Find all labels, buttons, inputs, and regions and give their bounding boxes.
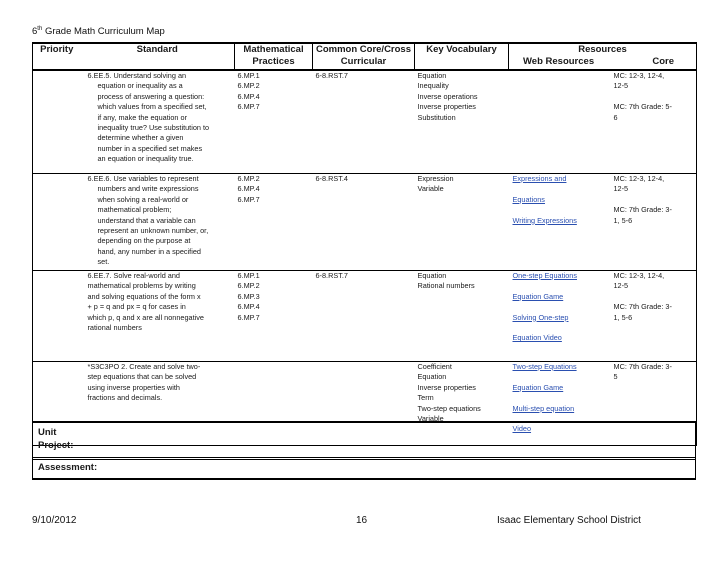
standard-line: using inverse properties with — [87, 382, 180, 392]
vocabulary-term: Expression — [417, 174, 454, 183]
core-reference: 1, 5-6 — [613, 215, 633, 225]
standard-line: set. — [97, 257, 110, 267]
standard-line: 6.EE.5. Understand solving an — [87, 71, 187, 80]
web-resource-link[interactable]: Expressions and — [512, 174, 567, 183]
vocabulary-term: Inverse properties — [417, 382, 476, 392]
web-resource-link[interactable]: Equation Game — [512, 291, 564, 301]
practice-code: 6.MP.2 — [237, 81, 260, 91]
web-resources-cell — [509, 70, 611, 174]
curriculum-table — [32, 42, 697, 446]
core-reference — [614, 92, 697, 102]
practice-code: 6.MP.4 — [237, 91, 260, 101]
practice-code: 6.MP.7 — [237, 194, 260, 204]
standard-line: which p, q and x are all nonnegative — [87, 312, 204, 322]
core-reference: MC: 12-3, 12-4, — [613, 71, 665, 80]
header-priority: Priority — [33, 43, 81, 70]
practices-cell — [235, 271, 313, 362]
practice-code: 6.MP.1 — [237, 271, 260, 280]
header-standard: Standard — [81, 43, 235, 70]
core-reference: 12-5 — [613, 281, 629, 291]
standard-line: hand, any number in a specified — [97, 246, 201, 256]
web-resource-link[interactable]: Solving One-step — [512, 312, 569, 322]
vocabulary-term: Equation — [417, 71, 447, 80]
practice-code: 6.MP.4 — [237, 302, 260, 312]
vocabulary-term: Coefficient — [417, 362, 452, 371]
practice-code: 6.MP.2 — [237, 174, 260, 183]
standard-line: *S3C3PO 2. Create and solve two- — [87, 362, 201, 371]
core-reference: MC: 7th Grade: 3- — [613, 205, 672, 215]
header-resources: Resources Web Resources Core — [509, 43, 697, 70]
standard-line: when solving a real-world or — [97, 194, 189, 204]
project-label: Project: — [38, 440, 74, 451]
core-reference — [614, 292, 697, 302]
common-core-cell — [313, 70, 415, 174]
standard-line: 6.EE.7. Solve real-world and — [87, 271, 180, 280]
unit-project-box — [32, 421, 696, 460]
core-cell — [611, 70, 697, 174]
practice-code: 6.MP.4 — [237, 184, 260, 194]
standard-line: + p = q and px = q for cases in — [87, 302, 186, 312]
footer-page-number: 16 — [356, 515, 368, 526]
page-title: 6th Grade Math Curriculum Map — [32, 26, 165, 38]
priority-cell — [33, 70, 81, 174]
assessment-box — [32, 457, 696, 480]
web-resources-cell — [509, 174, 611, 271]
vocabulary-term: Variable — [417, 184, 444, 194]
common-core-cell — [313, 174, 415, 271]
standard-line: mathematical problems by writing — [87, 281, 196, 291]
web-resource-link[interactable]: Two-step Equations — [512, 362, 577, 371]
vocabulary-term: Rational numbers — [417, 281, 475, 291]
practices-cell — [235, 174, 313, 271]
core-reference: 12-5 — [613, 184, 629, 194]
standard-line: mathematical problem; — [97, 205, 172, 215]
footer-district: Isaac Elementary School District — [497, 515, 641, 526]
vocabulary-term: Equation — [417, 372, 447, 382]
header-math-practices: Mathematical Practices — [235, 43, 313, 70]
standard-line: understand that a variable can — [97, 215, 196, 225]
practice-code: 6.MP.7 — [237, 312, 260, 322]
common-core-cell — [313, 271, 415, 362]
vocabulary-cell — [415, 174, 509, 271]
standard-line: determine whether a given — [97, 133, 184, 143]
standard-line: numbers and write expressions — [97, 184, 199, 194]
standard-line: an equation or inequality true. — [97, 154, 194, 164]
core-reference: MC: 12-3, 12-4, — [613, 271, 665, 280]
practice-code: 6.MP.1 — [237, 71, 260, 80]
core-reference: MC: 7th Grade: 3- — [613, 302, 672, 312]
table-row — [33, 271, 697, 362]
common-core-code: 6-8.RST.7 — [315, 71, 348, 80]
vocabulary-term: Inverse operations — [417, 91, 478, 101]
web-resource-link[interactable]: One-step Equations — [512, 271, 577, 280]
standard-line: number in a specified set makes — [97, 143, 203, 153]
practices-cell — [235, 70, 313, 174]
core-reference: 6 — [613, 112, 618, 122]
unit-label: Unit — [38, 427, 57, 438]
web-resource-link[interactable]: Multi-step equation — [512, 403, 575, 413]
standard-line: depending on the purpose at — [97, 236, 191, 246]
vocabulary-term: Equation — [417, 271, 447, 280]
web-resource-link[interactable]: Equation Video — [512, 333, 562, 343]
standard-line: represent an unknown number, or, — [97, 226, 209, 236]
standard-line: 6.EE.6. Use variables to represent — [87, 174, 199, 183]
header-row — [33, 43, 697, 70]
standard-line: equation or inequality as a — [97, 81, 183, 91]
header-core: Core — [652, 56, 675, 67]
footer-date: 9/10/2012 — [32, 515, 77, 526]
practice-code: 6.MP.3 — [237, 291, 260, 301]
core-reference — [614, 195, 697, 205]
header-common-core: Common Core/Cross Curricular — [313, 43, 415, 70]
header-web-resources: Web Resources — [523, 56, 595, 67]
core-cell — [611, 174, 697, 271]
standard-line: fractions and decimals. — [87, 393, 163, 403]
web-resource-link[interactable]: Equation Game — [512, 382, 564, 392]
standard-line: which values from a specified set, — [97, 102, 207, 112]
vocabulary-term: Variable — [417, 414, 444, 424]
standard-cell — [81, 174, 235, 271]
standard-line: rational numbers — [87, 323, 142, 333]
standard-line: process of answering a question: — [97, 91, 205, 101]
header-vocabulary: Key Vocabulary — [415, 43, 509, 70]
standard-line: inequality true? Use substitution to — [97, 123, 210, 133]
priority-cell — [33, 271, 81, 362]
core-reference: 1, 5-6 — [613, 312, 633, 322]
vocabulary-term: Term — [417, 393, 434, 403]
vocabulary-term: Substitution — [417, 112, 456, 122]
core-reference: 12-5 — [613, 81, 629, 91]
standard-line: step equations that can be solved — [87, 372, 197, 382]
standard-line: and solving equations of the form x — [87, 291, 201, 301]
practice-code: 6.MP.2 — [237, 281, 260, 291]
standard-cell — [81, 70, 235, 174]
core-reference: MC: 7th Grade: 3- — [613, 362, 672, 371]
assessment-label: Assessment: — [38, 462, 98, 473]
web-resource-link[interactable]: Writing Expressions — [512, 215, 577, 225]
table-row — [33, 174, 697, 271]
vocabulary-term: Inverse properties — [417, 102, 476, 112]
web-resource-link[interactable]: Equations — [512, 194, 545, 204]
web-resource-link[interactable]: Video — [512, 424, 532, 434]
core-reference: 5 — [613, 372, 618, 382]
core-reference: MC: 12-3, 12-4, — [613, 174, 665, 183]
common-core-code: 6-8.RST.4 — [315, 174, 348, 183]
vocabulary-cell — [415, 271, 509, 362]
core-cell — [611, 271, 697, 362]
vocabulary-term: Inequality — [417, 81, 449, 91]
web-resources-cell — [509, 271, 611, 362]
common-core-code: 6-8.RST.7 — [315, 271, 348, 280]
table-row — [33, 70, 697, 174]
priority-cell — [33, 174, 81, 271]
standard-line: if any, make the equation or — [97, 112, 188, 122]
core-reference: MC: 7th Grade: 5- — [613, 102, 672, 112]
standard-cell — [81, 271, 235, 362]
practice-code: 6.MP.7 — [237, 102, 260, 112]
vocabulary-cell — [415, 70, 509, 174]
vocabulary-term: Two-step equations — [417, 403, 481, 413]
